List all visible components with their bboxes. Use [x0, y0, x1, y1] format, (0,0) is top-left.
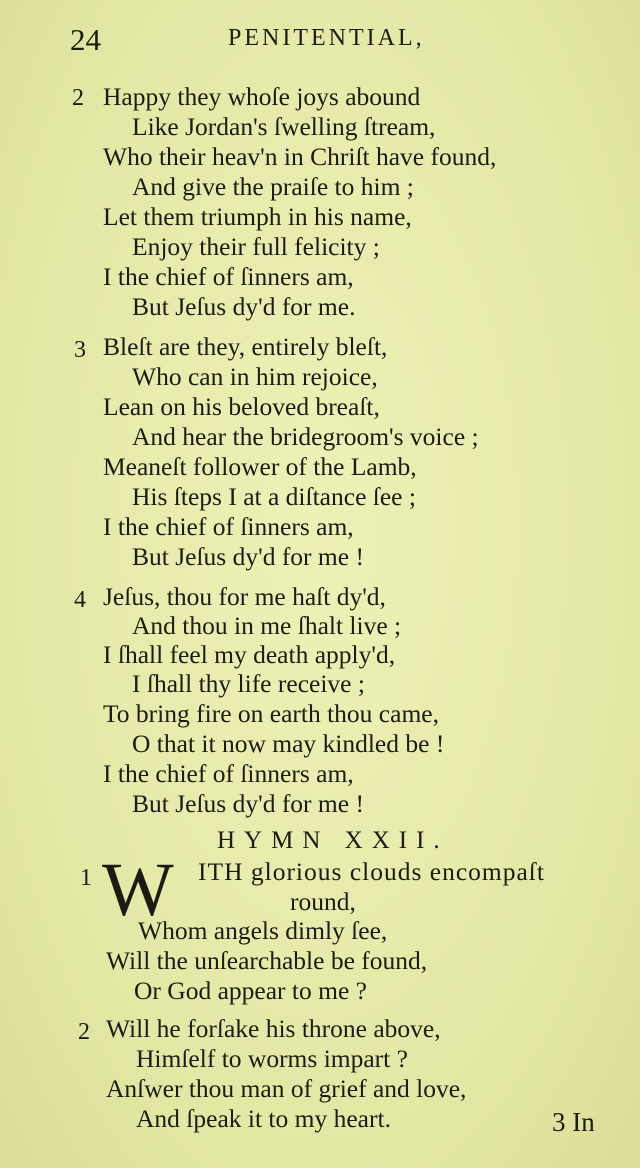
verse-line: Let them triumph in his name,: [103, 202, 412, 231]
verse-number: 4: [74, 587, 86, 613]
verse-line: Himſelf to worms impart ?: [136, 1044, 408, 1073]
verse-line: Who can in him rejoice,: [132, 362, 378, 391]
running-head: PENITENTIAL,: [228, 25, 425, 51]
verse-line: Whom angels dimly ſee,: [138, 916, 388, 945]
verse-line: And ſpeak it to my heart.: [136, 1104, 391, 1133]
verse-number: 1: [80, 865, 92, 891]
verse-line: Will he forſake his throne above,: [106, 1014, 441, 1043]
verse-line: Happy they whoſe joys abound: [103, 82, 421, 111]
verse-line: His ſteps I at a diſtance ſee ;: [132, 482, 416, 511]
verse-line: Enjoy their full felicity ;: [132, 232, 380, 261]
verse-line: I ſhall feel my death apply'd,: [103, 640, 396, 669]
verse-line: I the chief of ſinners am,: [103, 512, 354, 541]
verse-line: But Jeſus dy'd for me !: [132, 789, 364, 818]
verse-line: O that it now may kindled be !: [132, 729, 445, 758]
verse-line: Anſwer thou man of grief and love,: [106, 1074, 467, 1103]
verse-line: Who their heav'n in Chriſt have found,: [103, 142, 497, 171]
verse-number: 2: [72, 85, 84, 111]
verse-number: 3: [74, 337, 86, 363]
verse-line: I the chief of ſinners am,: [103, 262, 354, 291]
catchword: 3 In: [552, 1107, 595, 1137]
verse-line: But Jeſus dy'd for me !: [132, 542, 364, 571]
verse-line: I the chief of ſinners am,: [103, 759, 354, 788]
verse-number: 2: [78, 1019, 90, 1045]
drop-cap: W: [102, 848, 174, 932]
verse-line: Will the unſearchable be found,: [106, 946, 428, 975]
verse-line: round,: [290, 887, 356, 916]
verse-line: I ſhall thy life receive ;: [132, 669, 365, 698]
verse-line: Lean on his beloved breaſt,: [103, 392, 380, 421]
verse-line: ITH glorious clouds encompaſt: [198, 857, 545, 886]
verse-line: Bleſt are they, entirely bleſt,: [103, 332, 388, 361]
verse-line: But Jeſus dy'd for me.: [132, 292, 356, 321]
verse-line: And hear the bridegroom's voice ;: [132, 422, 479, 451]
hymn-title: HYMN XXII.: [217, 827, 449, 854]
verse-line: And give the praiſe to him ;: [132, 172, 414, 201]
verse-line: Jeſus, thou for me haſt dy'd,: [103, 582, 386, 611]
page-number: 24: [70, 22, 101, 57]
verse-line: Or God appear to me ?: [134, 976, 367, 1005]
verse-line: To bring fire on earth thou came,: [103, 699, 439, 728]
verse-line: Meaneſt follower of the Lamb,: [103, 452, 417, 481]
verse-line: And thou in me ſhalt live ;: [132, 611, 402, 640]
verse-line: Like Jordan's ſwelling ſtream,: [132, 112, 436, 141]
